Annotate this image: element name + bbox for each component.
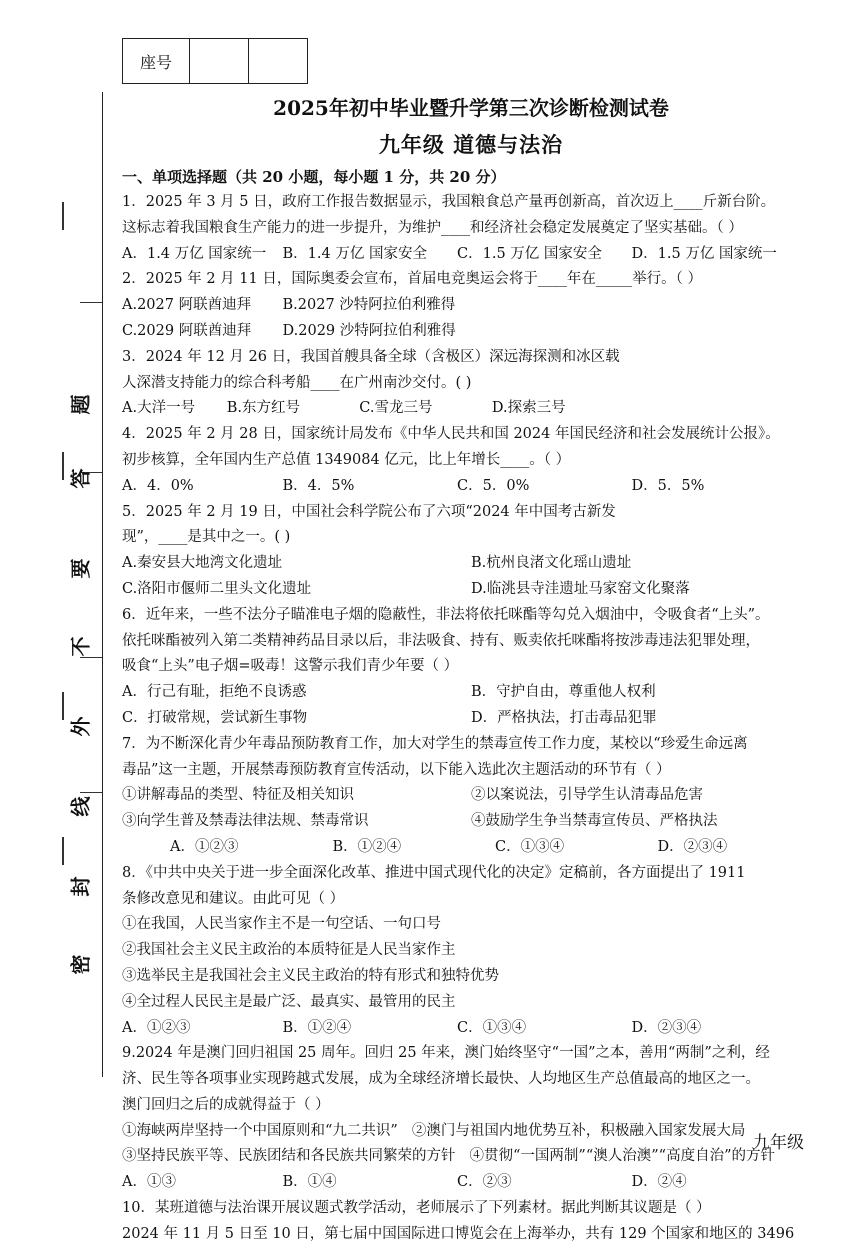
option-row: [122, 835, 820, 861]
binding-char: 外: [68, 716, 93, 737]
option-row: [122, 1016, 820, 1042]
statement-item: ②以案说法，引导学生认清毒品危害: [471, 787, 703, 804]
seat-number-table: [122, 38, 308, 84]
statement-item: ①在我国，人民当家作主不是一句空话、一句口号: [122, 916, 441, 933]
option-choice[interactable]: C.雪龙三号: [359, 400, 433, 417]
option-row: [122, 706, 820, 732]
option-choice[interactable]: A．4．0%: [122, 477, 194, 494]
option-choice[interactable]: A．行己有耻，拒绝不良诱惑: [122, 684, 307, 701]
question-text: 2．2025 年 2 月 11 日，国际奥委会宣布，首届电竞奥运会将于____年在_____举行。（ ）: [122, 271, 702, 288]
question-text: 条修改意见和建议。由此可见（ ）: [122, 890, 345, 907]
option-choice[interactable]: B．①②④: [282, 1019, 352, 1036]
question-text: 澳门回归之后的成就得益于（ ）: [122, 1096, 330, 1113]
option-row: [122, 1170, 820, 1196]
question-text: 3．2024 年 12 月 26 日，我国首艘具备全球（含极区）深远海探测和冰区载: [122, 348, 620, 365]
statement-item: ①讲解毒品的类型、特征及相关知识: [122, 787, 354, 804]
question-text: 1．2025 年 3 月 5 日，政府工作报告数据显示，我国粮食总产量再创新高，首次迈上____斤新台阶。: [122, 194, 776, 210]
option-choice[interactable]: D.探索三号: [491, 400, 566, 417]
question-text: 9.2024 年是澳门回归祖国 25 周年。回归 25 年来，澳门始终坚守“一国”之本，善用“两制”之利，经: [122, 1045, 770, 1062]
question-2: [122, 267, 820, 344]
question-4: [122, 422, 820, 499]
option-row: [122, 680, 820, 706]
statement-item: ①海峡两岸坚持一个中国原则和“九二共识”: [122, 1122, 398, 1139]
margin-rule: [80, 302, 102, 303]
binding-char: 要: [68, 558, 93, 579]
statement-item: ③向学生普及禁毒法律法规、禁毒常识: [122, 813, 369, 830]
question-text: 5．2025 年 2 月 19 日，中国社会科学院公布了六项“2024 年中国考古新发: [122, 503, 616, 520]
option-choice[interactable]: D．严格执法，打击毒品犯罪: [471, 709, 657, 726]
binding-char: 题: [68, 394, 93, 415]
option-choice[interactable]: B．1.4 万亿 国家安全: [282, 245, 427, 262]
binding-char: 不: [68, 636, 93, 657]
binding-char: 答: [68, 468, 93, 489]
option-choice[interactable]: B．①②④: [332, 838, 402, 855]
question-text: 4．2025 年 2 月 28 日，国家统计局发布《中华人民共和国 2024 年国民经济和社会发展统计公报》。: [122, 426, 780, 443]
question-text: 2024 年 11 月 5 日至 10 日，第七届中国国际进口博览会在上海举办，共有 129 个国家和地区的 3496: [122, 1225, 795, 1242]
option-choice[interactable]: A.大洋一号: [122, 400, 196, 417]
binding-margin: [62, 92, 102, 1082]
question-text: 10．某班道德与法治课开展议题式教学活动，老师展示了下列素材。据此判断其议题是（ ）: [122, 1200, 711, 1217]
question-text: 吸食“上头”电子烟=吸毒！这警示我们青少年要（ ）: [122, 658, 459, 675]
exam-subtitle: 九年级 道德与法治: [378, 132, 564, 157]
question-10: [122, 1196, 820, 1248]
question-text: 依托咪酯被列入第二类精神药品目录以后，非法吸食、持有、贩卖依托咪酯将按涉毒违法犯罪处理，: [122, 632, 760, 649]
option-choice[interactable]: B.2027 沙特阿拉伯利雅得: [282, 297, 456, 314]
question-5: [122, 500, 820, 603]
option-choice[interactable]: D.临洮县寺洼遗址马家窑文化聚落: [471, 580, 690, 597]
option-row: [122, 396, 820, 422]
question-text: 6．近年来，一些不法分子瞄准电子烟的隐蔽性，非法将依托咪酯等勾兑入烟油中，令吸食者“上头”。: [122, 606, 770, 623]
section-heading: 一、单项选择题（共 20 小题，每小题 1 分，共 20 分）: [122, 168, 506, 186]
option-choice[interactable]: C．打破常规，尝试新生事物: [122, 709, 308, 726]
question-text: 济、民生等各项事业实现跨越式发展，成为全球经济增长最快、人均地区生产总值最高的地区之一。: [122, 1071, 760, 1088]
option-choice[interactable]: C．②③: [457, 1174, 512, 1191]
option-choice[interactable]: A.2027 阿联酋迪拜: [122, 297, 252, 314]
statement-item: ②我国社会主义民主政治的本质特征是人民当家作主: [122, 942, 456, 959]
seat-box[interactable]: [249, 39, 308, 84]
option-choice[interactable]: D．②③④: [657, 838, 728, 855]
question-6: [122, 603, 820, 732]
item-row: [122, 1119, 820, 1145]
statement-item: ④全过程人民民主是最广泛、最真实、最管用的民主: [122, 993, 456, 1010]
option-row: [122, 577, 820, 603]
option-choice[interactable]: A.秦安县大地湾文化遗址: [122, 555, 283, 572]
statement-item: ④贯彻“一国两制”“澳人治澳”“高度自治”的方针: [469, 1148, 775, 1165]
option-choice[interactable]: B．守护自由，尊重他人权利: [471, 684, 656, 701]
option-choice[interactable]: D．1.5 万亿 国家统一: [631, 245, 777, 262]
question-text: 8．《中共中央关于进一步全面深化改革、推进中国式现代化的决定》定稿前，各方面提出了 1911: [122, 864, 746, 881]
option-row: [122, 242, 820, 268]
option-choice[interactable]: D.2029 沙特阿拉伯利雅得: [282, 322, 456, 339]
option-choice[interactable]: C．5．0%: [457, 477, 530, 494]
option-choice[interactable]: C．①③④: [457, 1019, 527, 1036]
item-row: [122, 783, 820, 809]
margin-mark: [62, 202, 64, 230]
seat-box[interactable]: [190, 39, 249, 84]
page-footer: 九年级: [753, 1133, 804, 1153]
option-choice[interactable]: D．②④: [631, 1174, 687, 1191]
question-text: 毒品”这一主题，开展禁毒预防教育宣传活动，以下能入选此次主题活动的环节有（ ）: [122, 761, 671, 778]
margin-mark: [62, 837, 64, 865]
statement-item: ③坚持民族平等、民族团结和各民族共同繁荣的方针: [122, 1148, 456, 1165]
question-text: 人深潜支持能力的综合科考船____在广州南沙交付。( ): [122, 374, 472, 391]
statement-item: ④鼓励学生争当禁毒宣传员、严格执法: [471, 813, 718, 830]
option-choice[interactable]: B．4．5%: [282, 477, 355, 494]
question-text: 现”，____是其中之一。( ): [122, 529, 291, 546]
option-row: [122, 474, 820, 500]
question-8: [122, 861, 820, 1042]
option-choice[interactable]: B．①④: [282, 1174, 337, 1191]
option-choice[interactable]: A．①②③: [170, 838, 239, 855]
option-row: [122, 551, 820, 577]
question-text: 这标志着我国粮食生产能力的进一步提升，为维护____和经济社会稳定发展奠定了坚实基础。（ ）: [122, 219, 743, 236]
option-choice[interactable]: D．②③④: [631, 1019, 702, 1036]
binding-char: 线: [68, 796, 93, 817]
seat-label: 座号: [123, 39, 190, 84]
option-choice[interactable]: A．①②③: [122, 1019, 191, 1036]
option-choice[interactable]: B.杭州良渚文化瑶山遗址: [471, 555, 632, 572]
binding-line: [102, 92, 103, 1077]
item-row: [122, 1144, 820, 1170]
binding-char: 密: [68, 954, 93, 975]
option-choice[interactable]: C.2029 阿联酋迪拜: [122, 322, 252, 339]
option-row: [122, 319, 820, 345]
option-choice[interactable]: C．①③④: [495, 838, 565, 855]
option-choice[interactable]: A．①③: [122, 1174, 176, 1191]
question-text: 7．为不断深化青少年毒品预防教育工作，加大对学生的禁毒宣传工作力度，某校以“珍爱生命远离: [122, 735, 748, 752]
question-7: [122, 732, 820, 861]
exam-title: 2025年初中毕业暨升学第三次诊断检测试卷: [273, 96, 669, 120]
option-choice[interactable]: A．1.4 万亿 国家统一: [122, 245, 267, 262]
question-3: [122, 345, 820, 422]
option-row: [122, 293, 820, 319]
statement-item: ③选举民主是我国社会主义民主政治的特有形式和独特优势: [122, 967, 499, 984]
question-9: [122, 1041, 820, 1196]
option-choice[interactable]: D．5．5%: [631, 477, 705, 494]
option-choice[interactable]: B.东方红号: [226, 400, 300, 417]
question-list: [122, 190, 820, 1248]
binding-char: 封: [68, 876, 93, 897]
item-row: [122, 809, 820, 835]
question-1: [122, 190, 820, 267]
question-text: 初步核算，全年国内生产总值 1349084 亿元，比上年增长____。（ ）: [122, 451, 571, 468]
option-choice[interactable]: C．1.5 万亿 国家安全: [457, 245, 602, 262]
option-choice[interactable]: C.洛阳市偃师二里头文化遗址: [122, 580, 312, 597]
statement-item: ②澳门与祖国内地优势互补，积极融入国家发展大局: [411, 1122, 746, 1139]
exam-paper: [122, 90, 820, 1248]
